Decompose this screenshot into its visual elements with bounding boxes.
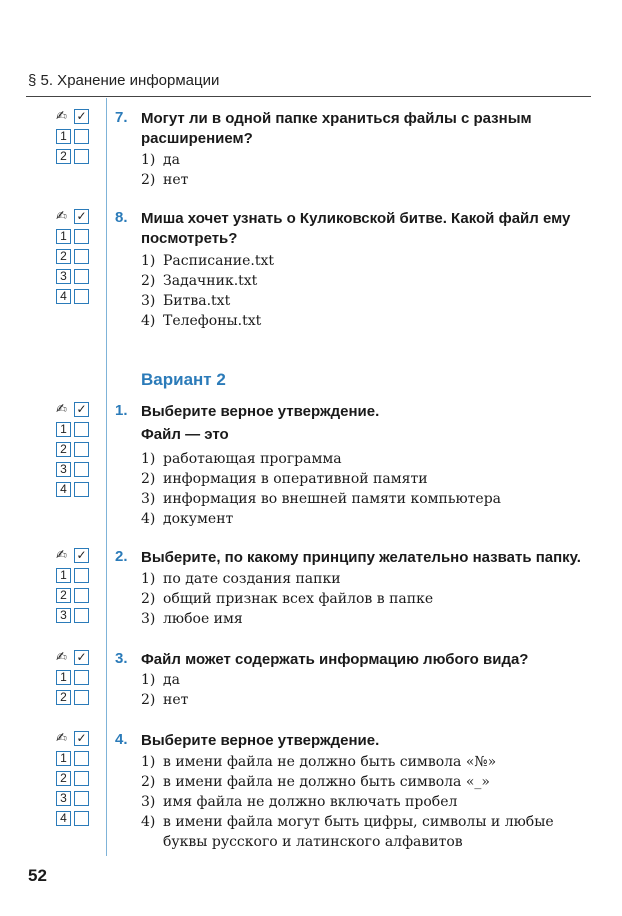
option-number-box: 2 — [56, 249, 71, 264]
answer-box[interactable] — [74, 751, 89, 766]
question-text: Файл может содержать информацию любого вида? — [141, 651, 529, 668]
pencil-hand-icon: ✍ — [56, 731, 67, 746]
question-number: 2. — [115, 548, 128, 565]
option-item: 3) Битва.txt — [141, 293, 231, 309]
answer-box[interactable] — [74, 269, 89, 284]
option-list — [141, 569, 591, 629]
question-number: 7. — [115, 109, 128, 126]
checkmark-icon[interactable]: ✓ — [74, 209, 89, 224]
answer-box[interactable] — [74, 422, 89, 437]
option-list — [141, 449, 591, 529]
question-number: 4. — [115, 731, 128, 748]
checkmark-icon[interactable]: ✓ — [74, 650, 89, 665]
header-divider — [26, 96, 591, 97]
option-number-box: 1 — [56, 568, 71, 583]
option-number-box: 1 — [56, 670, 71, 685]
section-header: § 5. Хранение информации — [28, 72, 220, 89]
option-item: 2) Задачник.txt — [141, 273, 258, 289]
option-item: 2) общий признак всех файлов в папке — [141, 591, 434, 607]
answer-box[interactable] — [74, 442, 89, 457]
option-list — [141, 251, 591, 331]
answer-box[interactable] — [74, 791, 89, 806]
option-item: 1) да — [141, 152, 180, 168]
question-number: 3. — [115, 650, 128, 667]
option-item: 2) нет — [141, 692, 189, 708]
page-number: 52 — [28, 866, 47, 885]
option-number-box: 3 — [56, 608, 71, 623]
margin-rule — [106, 98, 107, 856]
option-number-box: 1 — [56, 229, 71, 244]
answer-box[interactable] — [74, 670, 89, 685]
checkmark-icon[interactable]: ✓ — [74, 402, 89, 417]
answer-marks — [56, 731, 96, 828]
pencil-hand-icon: ✍ — [56, 109, 67, 124]
pencil-hand-icon: ✍ — [56, 402, 67, 417]
answer-box[interactable] — [74, 568, 89, 583]
answer-box[interactable] — [74, 608, 89, 623]
option-item: 3) имя файла не должно включать пробел — [141, 794, 458, 810]
option-item: 2) нет — [141, 172, 189, 188]
question-number: 1. — [115, 402, 128, 419]
option-number-box: 1 — [56, 751, 71, 766]
answer-box[interactable] — [74, 249, 89, 264]
option-number-box: 2 — [56, 149, 71, 164]
option-item: 3) любое имя — [141, 611, 243, 627]
option-number-box: 2 — [56, 771, 71, 786]
pencil-hand-icon: ✍ — [56, 548, 67, 563]
option-item: 4) Телефоны.txt — [141, 313, 262, 329]
option-item: 1) Расписание.txt — [141, 253, 275, 269]
answer-marks — [56, 650, 96, 707]
option-number-box: 3 — [56, 791, 71, 806]
option-list — [141, 150, 591, 190]
answer-marks — [56, 109, 96, 166]
pencil-hand-icon: ✍ — [56, 650, 67, 665]
answer-marks — [56, 548, 96, 625]
answer-box[interactable] — [74, 229, 89, 244]
option-number-box: 3 — [56, 269, 71, 284]
question-text: Выберите верное утверждение. — [141, 732, 380, 749]
answer-box[interactable] — [74, 771, 89, 786]
answer-box[interactable] — [74, 588, 89, 603]
option-number-box: 2 — [56, 442, 71, 457]
answer-box[interactable] — [74, 690, 89, 705]
question-text: Могут ли в одной папке храниться файлы с разным расширением? — [141, 110, 532, 147]
answer-marks — [56, 209, 96, 306]
option-item: 2) в имени файла не должно быть символа «_» — [141, 774, 490, 790]
answer-box[interactable] — [74, 811, 89, 826]
option-number-box: 2 — [56, 588, 71, 603]
option-number-box: 1 — [56, 422, 71, 437]
option-item: 4) в имени файла могут быть цифры, символы и любые буквы русского и латинского алфавитов — [141, 814, 554, 850]
option-item: 1) в имени файла не должно быть символа «№» — [141, 754, 497, 770]
answer-marks — [56, 402, 96, 499]
option-number-box: 3 — [56, 462, 71, 477]
option-item: 4) документ — [141, 511, 234, 527]
option-item: 3) информация во внешней памяти компьютера — [141, 491, 502, 507]
question-text: Выберите верное утверждение. — [141, 403, 380, 420]
option-item: 1) по дате создания папки — [141, 571, 341, 587]
question-number: 8. — [115, 209, 128, 226]
answer-box[interactable] — [74, 462, 89, 477]
option-item: 2) информация в оперативной памяти — [141, 471, 428, 487]
option-number-box: 4 — [56, 289, 71, 304]
answer-box[interactable] — [74, 129, 89, 144]
question-subline: Файл — это — [141, 426, 229, 443]
option-item: 1) да — [141, 672, 180, 688]
pencil-hand-icon: ✍ — [56, 209, 67, 224]
answer-box[interactable] — [74, 289, 89, 304]
option-list — [141, 752, 591, 852]
option-number-box: 1 — [56, 129, 71, 144]
variant-title: Вариант 2 — [141, 370, 226, 389]
question-text: Выберите, по какому принципу желательно назвать папку. — [141, 549, 581, 566]
question-text: Миша хочет узнать о Куликовской битве. Какой файл ему посмотреть? — [141, 210, 571, 247]
option-item: 1) работающая программа — [141, 451, 342, 467]
checkmark-icon[interactable]: ✓ — [74, 548, 89, 563]
checkmark-icon[interactable]: ✓ — [74, 731, 89, 746]
checkmark-icon[interactable]: ✓ — [74, 109, 89, 124]
answer-box[interactable] — [74, 149, 89, 164]
option-number-box: 2 — [56, 690, 71, 705]
option-number-box: 4 — [56, 482, 71, 497]
option-list — [141, 670, 591, 710]
option-number-box: 4 — [56, 811, 71, 826]
answer-box[interactable] — [74, 482, 89, 497]
